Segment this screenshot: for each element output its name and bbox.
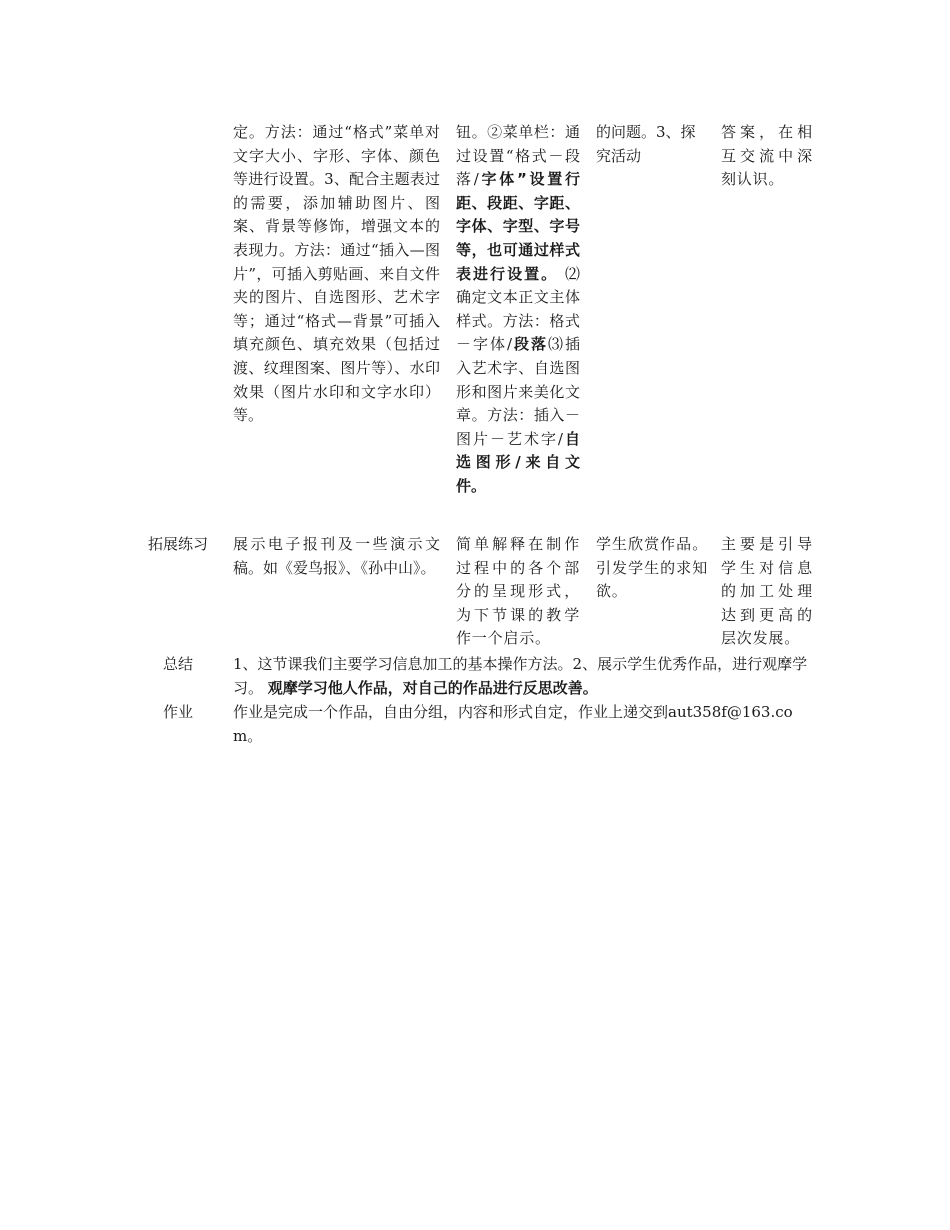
extension-intent-cell: 主要是引导学生对信息的加工处理达到更高的层次发展。 [721,535,813,648]
summary-content-cell [233,653,813,700]
method-cell: 定。方法：通过“格式”菜单对文字大小、字形、字体、颜色等进行设置。3、配合主题表过的需要，添加辅助图片、图案、背景等修饰，增强文本的表现力。方法：通过“插入—图片”，可插入剪贴画、来自文件夹的图片、自选图形、艺术字等；通过“格式—背景”可插入填充颜色、填充效果（包括过渡、纹理图案、图片等）、水印效果（图片水印和文字水印）等。 [233,123,440,425]
teacher-activity-cell [456,121,580,499]
extension-label: 拓展练习 [147,535,208,553]
homework-content-cell: 作业是完成一个作品，自由分组，内容和形式自定，作业上递交到aut358f@163.com。 [233,703,793,745]
teacher-text-bold-part: 自选图形/来自文件。 [456,429,580,495]
teacher-text-bold-part: 字体”设置行距、段距、字距、字体、字型、字号等，也可通过样式表进行设置。 [456,170,580,283]
teacher-text-part: 钮。②菜单栏：通过设置“格式－段落/ [456,123,580,189]
teacher-text-part: ⑶插入艺术字、自选图形和图片来美化文章。方法：插入－图片－艺术字/ [456,335,580,448]
student-activity-cell: 的问题。3、探究活动 [596,123,696,165]
design-intent-cell: 答案，在相互交流中深刻认识。 [721,123,813,189]
summary-bold-text: 观摩学习他人作品，对自己的作品进行反思改善。 [267,678,598,697]
teacher-text-bold-part: 段落 [512,335,548,354]
summary-label: 总结 [162,655,193,673]
homework-label: 作业 [162,703,193,721]
summary-text: 1、这节课我们主要学习信息加工的基本操作方法。2、展示学生优秀作品，进行观摩学习。 [233,655,808,697]
teacher-text-part: ⑵确定文本正文主体样式。方法：格式－字体/ [456,264,580,354]
extension-teacher-cell: 简单解释在制作过程中的各个部分的呈现形式，为下节课的教学作一个启示。 [456,535,580,648]
extension-student-cell: 学生欣赏作品。引发学生的求知欲。 [596,535,708,601]
extension-content-cell: 展示电子报刊及一些演示文稿。如《爱鸟报》、《孙中山》。 [233,535,440,577]
